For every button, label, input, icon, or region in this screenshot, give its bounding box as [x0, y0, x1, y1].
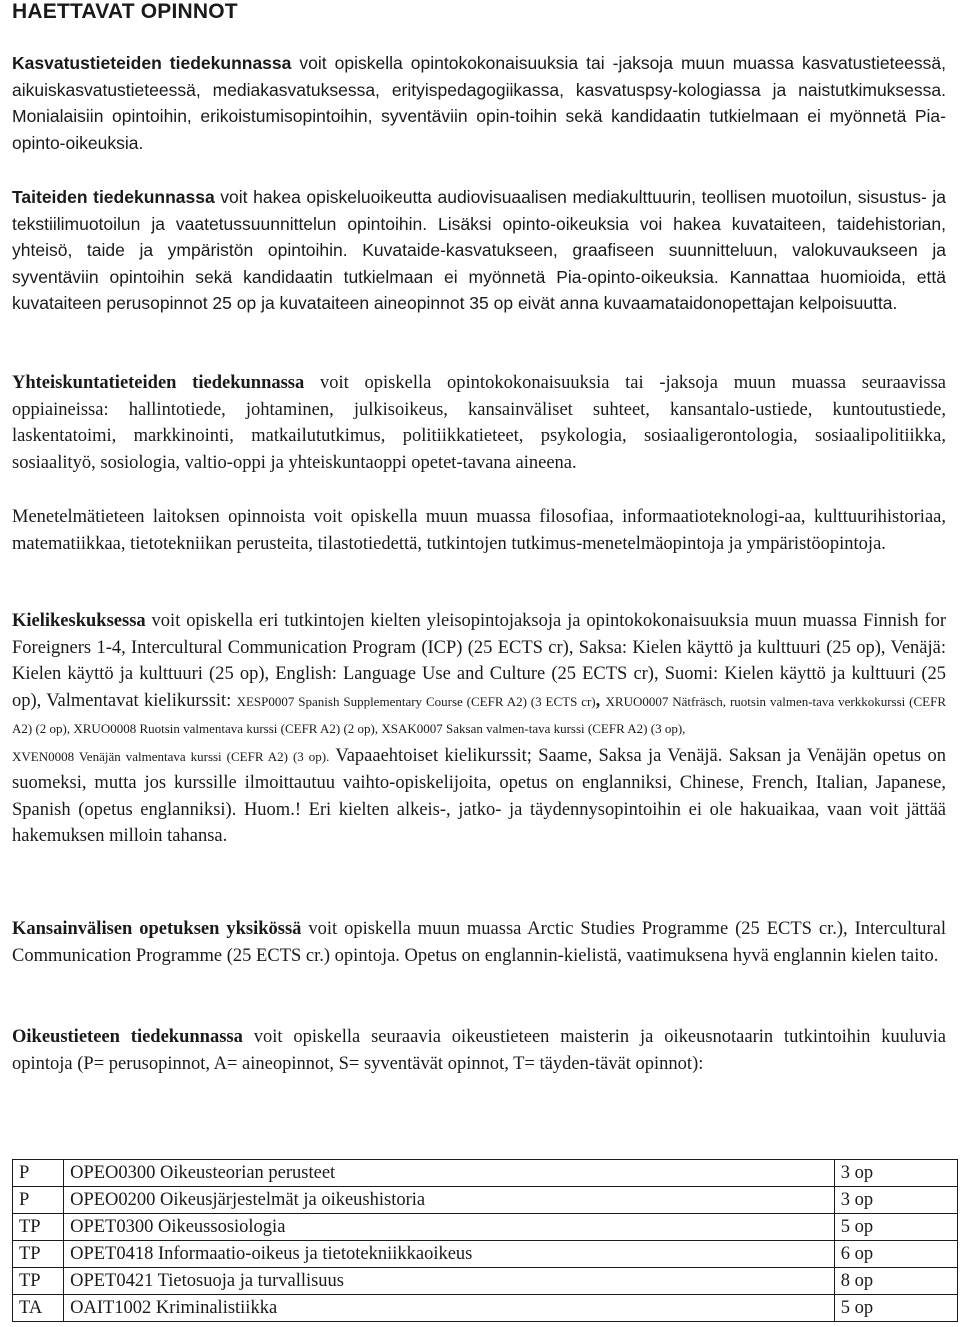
paragraph-kielikeskus [12, 608, 946, 850]
course-type-cell: P [13, 1187, 64, 1214]
paragraph-kasvatustieteet [12, 50, 946, 156]
course-name-cell: OPEO0300 Oikeusteorian perusteet [64, 1160, 835, 1187]
paragraph-text: voit hakea opiskeluoikeutta audiovisuaalisen mediakulttuurin, teollisen muotoilun, sisustus- ja tekstiilimuotoilun ja vaatetussuunnittelun opintoihin. Lisäksi opinto-oikeuksia voi hakea kuvataiteen, taidehistorian, yhteisö, taide ja ympäristön opintoihin. Kuvataide-kasvatukseen, graafiseen suunnitteluun, valokuvaukseen ja syventäviin opintoihin sekä kandidaatin tutkielmaan ei myönnetä Pia-opinto-oikeuksia. Kannattaa huomioida, että kuvataiteen perusopinnot 25 op ja kuvataiteen aineopinnot 35 op eivät anna kuvaamataidonopettajan kelpoisuutta. [12, 187, 946, 313]
course-type-cell: TP [13, 1241, 64, 1268]
page-title: HAETTAVAT OPINNOT [12, 0, 238, 23]
paragraph-menetelmatieteet [12, 504, 946, 557]
course-list-russian: XVEN0008 Venäjän valmentava kurssi (CEFR A2) (3 op). [12, 748, 330, 764]
paragraph-oikeustiede [12, 1024, 946, 1077]
paragraph-kansainvalinen [12, 916, 946, 969]
paragraph-text: voit opiskella eri tutkintojen kielten yleisopintojaksoja ja opintokokonaisuuksia muun muassa Finnish for Foreigners 1-4, Intercultural Communication Program (ICP) (25 ECTS cr), Saksa: Kielen käyttö ja kulttuuri (25 op), Venäjä: Kielen käyttö ja kulttuuri (25 op), English: Language Use and Culture (25 ECTS cr), Suomi: Kielen käyttö ja kulttuuri (25 op), Valmentavat kielikurssit: [12, 611, 946, 711]
course-credits-cell: 5 op [834, 1214, 957, 1241]
course-type-cell: P [13, 1160, 64, 1187]
section-taiteet [12, 184, 946, 317]
paragraph-text: voit opiskella opintokokonaisuuksia tai -jaksoja muun muassa seuraavissa oppiaineissa: hallintotiede, johtaminen, julkisoikeus, kansainväliset suhteet, kansantalo-ustiede, kuntoutustiede, laskentatoimi, markkinointi, matkailututkimus, politiikkatieteet, psykologia, sosiaaligerontologia, sosiaalipolitiikka, sosiaalityö, sosiologia, valtio-oppi ja yhteiskuntaoppi opetet-tavana aineena. [12, 373, 947, 473]
course-type-cell: TP [13, 1214, 64, 1241]
section-oikeustiede [12, 1024, 946, 1077]
course-name-cell: OPET0421 Tietosuoja ja turvallisuus [64, 1268, 835, 1295]
course-name-cell: OAIT1002 Kriminalistiikka [64, 1295, 835, 1322]
course-credits-cell: 8 op [834, 1268, 957, 1295]
section-kasvatustieteet [12, 50, 946, 156]
paragraph-taiteet [12, 184, 946, 317]
course-table [12, 1159, 958, 1322]
paragraph-text: Vapaaehtoiset kielikurssit; Saame, Saksa ja Venäjä. Saksan ja Venäjän opetus on suomeksi, mutta jos kurssille ilmoittautuu vaihto-opiskelijoita, opetus on englanniksi, Chinese, French, Italian, Japanese, Spanish (opetus englanniksi). Huom.! Eri kielten alkeis-, jatko- ja täydennysopintoihin ei ole hakuaikaa, vaan voit jättää hakemuksen milloin tahansa. [12, 745, 946, 846]
paragraph-text: Menetelmätieteen laitoksen opinnoista voit opiskella muun muassa filosofiaa, informaatioteknologi-aa, kulttuurihistoriaa, matematiikkaa, tietotekniikan perusteita, tilastotiedettä, tutkintojen tutkimus-menetelmäopintoja ja ympäristöopintoja. [12, 507, 946, 554]
course-name-cell: OPEO0200 Oikeusjärjestelmät ja oikeushistoria [64, 1187, 835, 1214]
faculty-name: Oikeustieteen tiedekunnassa [12, 1027, 243, 1047]
faculty-name: Kielikeskuksessa [12, 611, 146, 631]
paragraph-text: voit opiskella seuraavia oikeustieteen maisterin ja oikeusnotaarin tutkintoihin kuuluvia opintoja (P= perusopinnot, A= aineopinnot, S= syventävät opinnot, T= täyden-tävät opinnot): [12, 1027, 946, 1074]
course-credits-cell: 5 op [834, 1295, 957, 1322]
paragraph-text: voit opiskella muun muassa Arctic Studies Programme (25 ECTS cr.), Intercultural Communication Programme (25 ECTS cr.) opintoja. Opetus on englannin-kielistä, vaatimuksena hyvä englannin kielen taito. [12, 919, 946, 966]
paragraph-text: voit opiskella opintokokonaisuuksia tai -jaksoja muun muassa kasvatustieteessä, aikuiskasvatustieteessä, mediakasvatuksessa, erityispedagogiikassa, kasvatuspsy-kologiassa ja naistutkimuksessa. Monialaisiin opintoihin, erikoistumisopintoihin, syventäviin opin-toihin sekä kandidaatin tutkielmaan ei myönnetä Pia-opinto-oikeuksia. [12, 53, 946, 153]
table-row [13, 1241, 958, 1268]
section-yhteiskuntatieteet [12, 370, 946, 476]
table-row [13, 1268, 958, 1295]
faculty-name: Taiteiden tiedekunnassa [12, 187, 215, 207]
faculty-name: Kasvatustieteiden tiedekunnassa [12, 53, 292, 73]
table-row [13, 1295, 958, 1322]
section-menetelmatieteet [12, 504, 946, 557]
paragraph-yhteiskuntatieteet [12, 370, 946, 476]
course-list-spanish: XESP0007 Spanish Supplementary Course (CEFR A2) (3 ECTS cr) [236, 693, 596, 709]
section-kielikeskus [12, 608, 946, 850]
course-type-cell: TA [13, 1295, 64, 1322]
course-credits-cell: 3 op [834, 1160, 957, 1187]
course-type-cell: TP [13, 1268, 64, 1295]
course-name-cell: OPET0300 Oikeussosiologia [64, 1214, 835, 1241]
table-row [13, 1160, 958, 1187]
comma-separator: , [595, 690, 606, 711]
course-name-cell: OPET0418 Informaatio-oikeus ja tietotekniikkaoikeus [64, 1241, 835, 1268]
course-credits-cell: 6 op [834, 1241, 957, 1268]
faculty-name: Yhteiskuntatieteiden tiedekunnassa [12, 373, 305, 393]
table-row [13, 1187, 958, 1214]
course-list-swedish-german: XRUO0007 Nätfräsch, ruotsin valmen-tava verkkokurssi (CEFR A2) (2 op), XRUO0008 Ruotsin valmentava kurssi (CEFR A2) (2 op), XSAK0007 Saksan valmen-tava kurssi (CEFR A2) (3 op), [12, 693, 946, 736]
section-kansainvalinen [12, 916, 946, 969]
table-row [13, 1214, 958, 1241]
faculty-name: Kansainvälisen opetuksen yksikössä [12, 919, 302, 939]
course-credits-cell: 3 op [834, 1187, 957, 1214]
